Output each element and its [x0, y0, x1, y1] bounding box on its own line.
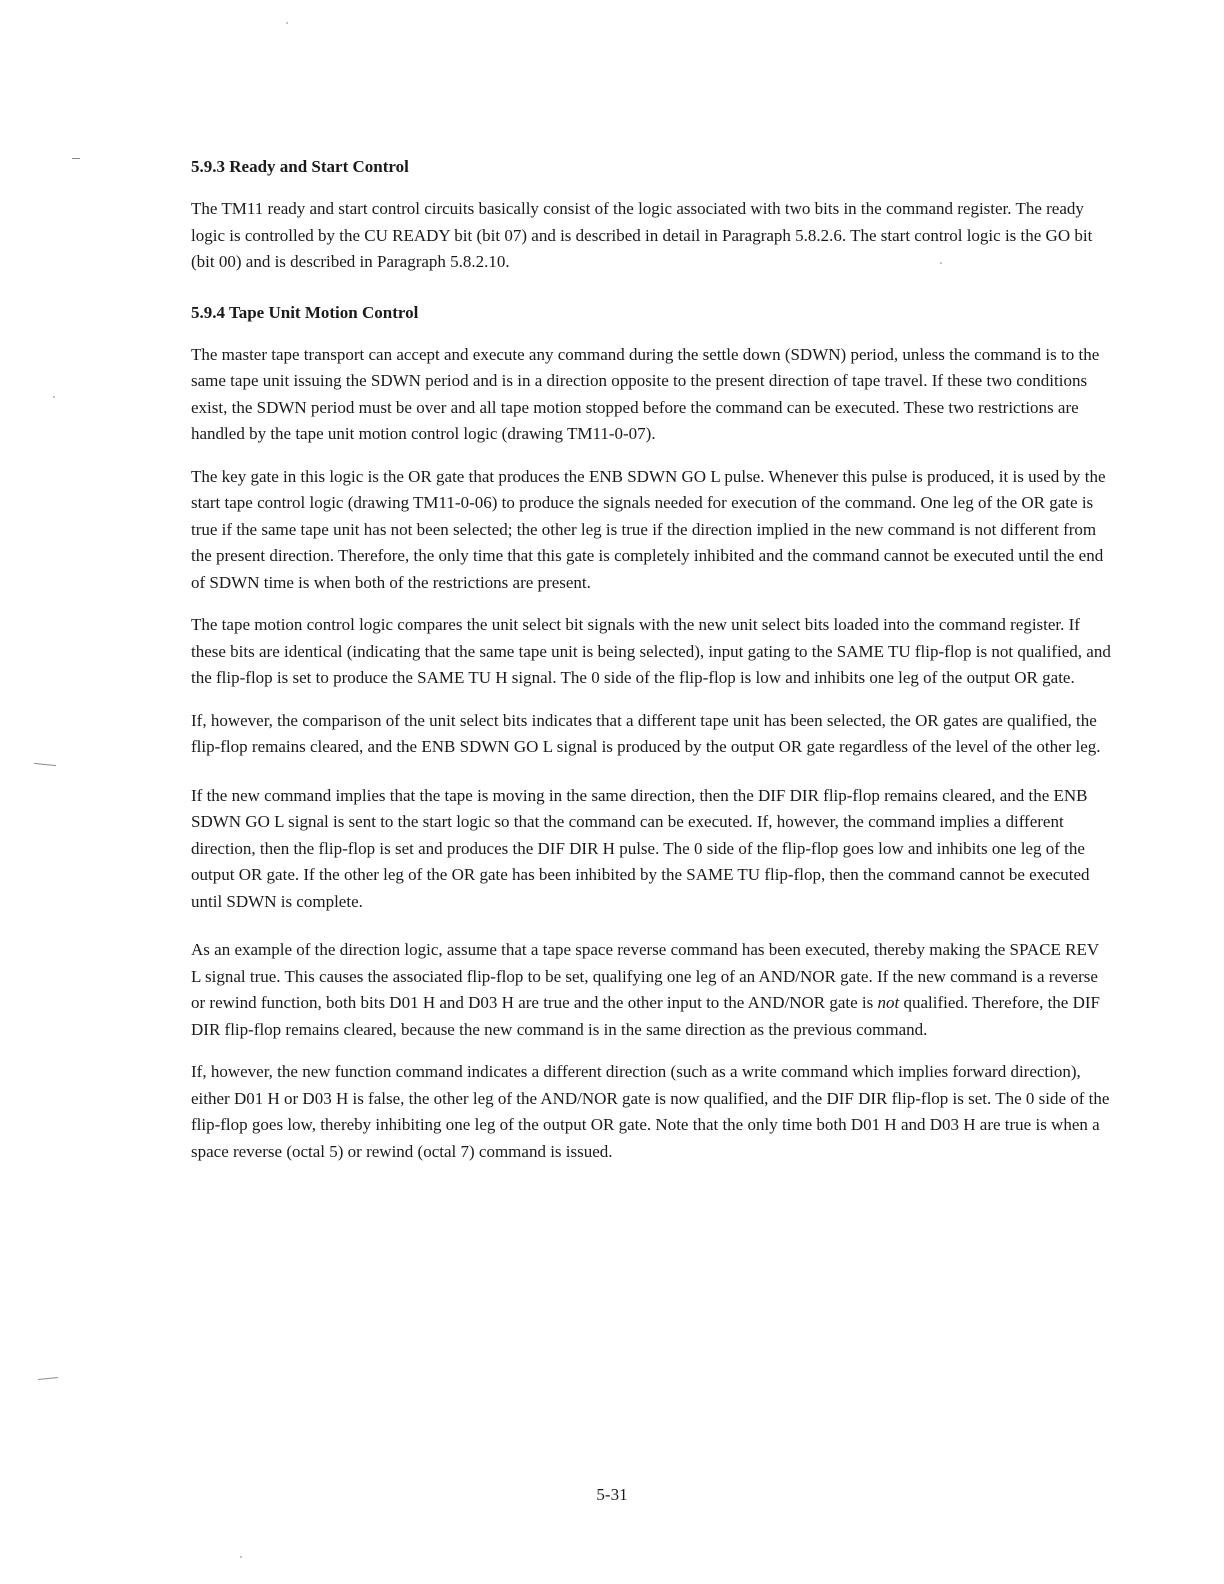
- section-heading-ready-start: 5.9.3 Ready and Start Control: [191, 157, 409, 176]
- scan-speck: [286, 22, 288, 24]
- page-number: 5-31: [596, 1485, 628, 1504]
- paragraph: If, however, the new function command indicates a different direction (such as a write command which implies forward direction), either D01 H or D03 H is false, the other leg of the AND/NOR gate is now qualified, and the DIF DIR flip-flop is set. The 0 side of the flip-flop goes low, thereby inhibiting one leg of the output OR gate. Note that the only time both D01 H and D03 H are true is when a space reverse (octal 5) or rewind (octal 7) command is issued.: [191, 1062, 1110, 1161]
- scan-speck: [240, 1556, 242, 1558]
- section-gap: [191, 292, 1111, 300]
- emphasis-not: not: [877, 993, 900, 1012]
- paragraph: If the new command implies that the tape is moving in the same direction, then the DIF DIR flip-flop remains cleared, and the ENB SDWN GO L signal is sent to the start logic so that the command can be executed. If, however, the command implies a different direction, then the flip-flop is set and produces the DIF DIR H pulse. The 0 side of the flip-flop goes low and inhibits one leg of the output OR gate. If the other leg of the OR gate has been inhibited by the SAME TU flip-flop, then the command cannot be executed until SDWN is complete.: [191, 785, 1090, 911]
- section-heading-tape-motion: 5.9.4 Tape Unit Motion Control: [191, 302, 419, 322]
- paragraph: The TM11 ready and start control circuits basically consist of the logic associated with two bits in the command register. The ready logic is controlled by the CU READY bit (bit 07) and is described in detail in Paragraph 5.8.2.6. The start control logic is the GO bit (bit 00) and is described in Paragraph 5.8.2.10.: [191, 199, 1093, 271]
- paragraph: The master tape transport can accept and execute any command during the settle down (SDWN) period, unless the command is to the same tape unit issuing the SDWN period and is in a direction opposite to the present direction of tape travel. If these two conditions exist, the SDWN period must be over and all tape motion stopped before the command can be executed. These two restrictions are handled by the tape unit motion control logic (drawing TM11-0-07).: [191, 344, 1100, 443]
- paragraph: If, however, the comparison of the unit select bits indicates that a different tape unit has been selected, the OR gates are qualified, the flip-flop remains cleared, and the ENB SDWN GO L signal is produced by the output OR gate regardless of the level of the other leg.: [191, 710, 1101, 756]
- margin-mark: [72, 158, 80, 159]
- margin-mark: [38, 1377, 58, 1380]
- paragraph: The tape motion control logic compares the unit select bit signals with the new unit select bits loaded into the command register. If these bits are identical (indicating that the same tape unit is being selected), input gating to the SAME TU flip-flop is not qualified, and the flip-flop is set to produce the SAME TU H signal. The 0 side of the flip-flop is low and inhibits one leg of the output OR gate.: [191, 615, 1111, 687]
- example-text-after: qualified. Therefore, the DIF DIR flip-flop remains cleared, because the new command is in the same direction as the previous command.: [191, 993, 1100, 1039]
- paragraph-direction-example: [191, 937, 1111, 1043]
- margin-mark: [34, 763, 56, 766]
- document-page: [191, 154, 1111, 1181]
- scan-speck: [53, 396, 55, 398]
- paragraph: The key gate in this logic is the OR gate that produces the ENB SDWN GO L pulse. Whenever this pulse is produced, it is used by the start tape control logic (drawing TM11-0-06) to produce the signals needed for execution of the command. One leg of the OR gate is true if the same tape unit has not been selected; the other leg is true if the direction implied in the new command is not different from the present direction. Therefore, the only time that this gate is completely inhibited and the command cannot be executed until the end of SDWN time is when both of the restrictions are present.: [191, 466, 1106, 592]
- example-text-before: As an example of the direction logic, assume that a tape space reverse command has been executed, thereby making the SPACE REV L signal true. This causes the associated flip-flop to be set, qualifying one leg of an AND/NOR gate. If the new command is a reverse or rewind function, both bits D01 H and D03 H are true and the other input to the AND/NOR gate is: [191, 940, 1099, 1012]
